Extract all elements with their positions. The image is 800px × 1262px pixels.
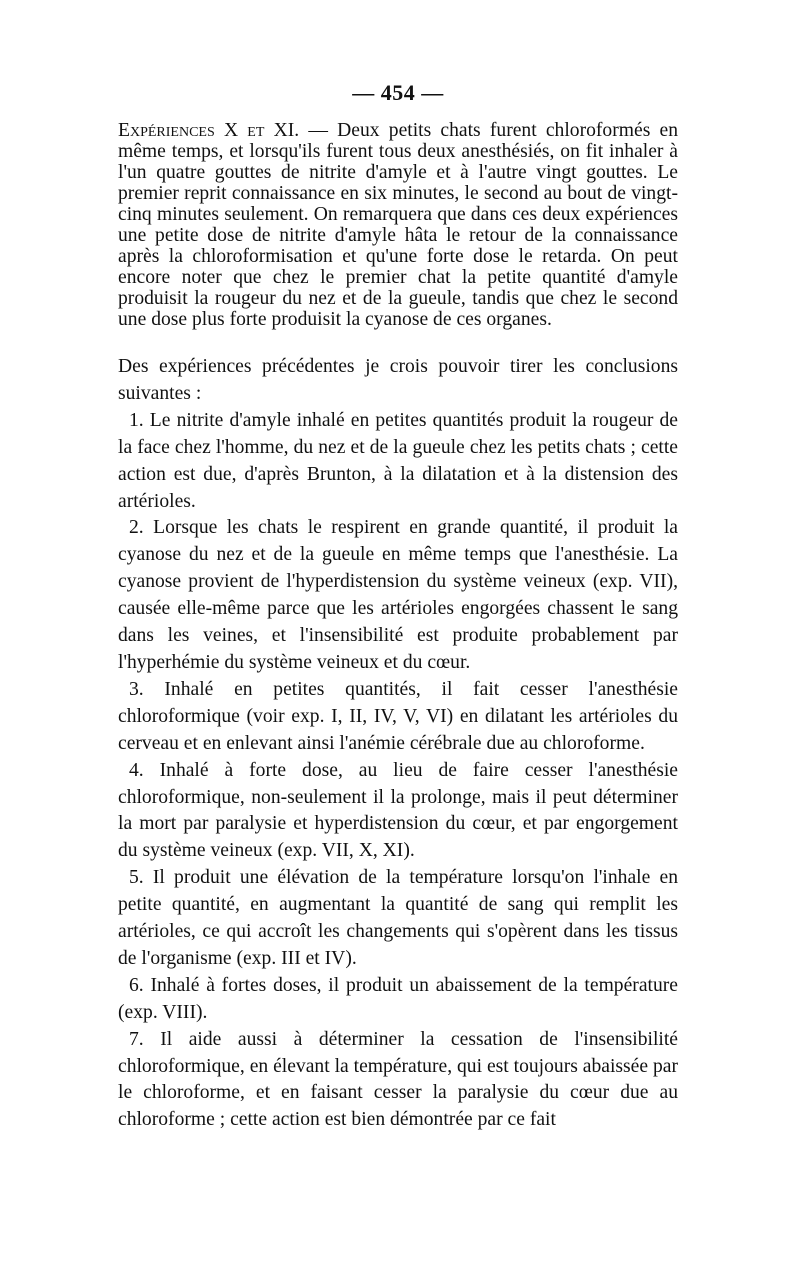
experiment-heading: Expériences X et XI. (118, 120, 300, 141)
conclusion-item-5: 5. Il produit une élévation de la température lorsqu'on l'inhale en petite quantité, en augmentant la quantité de sang qui remplit les artérioles, ce qui accroît les changements qui s'opèrent dans les tissus de l'organisme (exp. III et IV). (118, 867, 678, 969)
conclusions-section (118, 354, 678, 1134)
conclusion-item-1: 1. Le nitrite d'amyle inhalé en petites quantités produit la rougeur de la face chez l'homme, du nez et de la gueule chez les petits chats ; cette action est due, d'après Brunton, à la dilatation et à la distension des artérioles. (118, 409, 678, 512)
conclusion-item-2: 2. Lorsque les chats le respirent en grande quantité, il produit la cyanose du nez et de la gueule en même temps que l'anesthésie. La cyanose provient de l'hyperdistension du système veineux (exp. VII), causée elle-même parce que les artérioles engorgées chassent le sang dans les veines, et l'insensibilité est produite probablement par l'hyperhémie du système veineux et du cœur. (118, 517, 678, 673)
conclusion-item-7: 7. Il aide aussi à déterminer la cessation de l'insensibilité chloroformique, en élevant la température, qui est toujours abaissée par le chloroforme, et en faisant cesser la paralysie du cœur due au chloroforme ; cette action est bien démontrée par ce fait (118, 1028, 678, 1131)
experiment-paragraph (118, 120, 678, 330)
section-gap (118, 330, 678, 354)
conclusion-item-4: 4. Inhalé à forte dose, au lieu de faire cesser l'anesthésie chloroformique, non-seulement il la prolonge, mais il peut déterminer la mort par paralysie et hyperdistension du cœur, et par engorgement du système veineux (exp. VII, X, XI). (118, 759, 678, 862)
experiment-text: — Deux petits chats furent chloroformés en même temps, et lorsqu'ils furent tous deux anesthésiés, on fit inhaler à l'un quatre gouttes de nitrite d'amyle et à l'autre vingt gouttes. Le premier reprit connaissance en six minutes, le second au bout de vingt-cinq minutes seulement. On remarquera que dans ces deux expériences une petite dose de nitrite d'amyle hâta le retour de la connaissance après la chloroformisation et qu'une forte dose le retarda. On peut encore noter que chez le premier chat la petite quantité d'amyle produisit la rougeur du nez et de la gueule, tandis que chez le second une dose plus forte produisit la cyanose de ces organes. (118, 120, 679, 330)
conclusion-item-6: 6. Inhalé à fortes doses, il produit un abaissement de la température (exp. VIII). (118, 974, 678, 1023)
conclusions-intro: Des expériences précédentes je crois pouvoir tirer les conclusions suivantes : (118, 356, 678, 404)
page-number: — 454 — (352, 80, 444, 105)
document-page (118, 80, 678, 1134)
experiment-section (118, 120, 678, 330)
conclusion-item-3: 3. Inhalé en petites quantités, il fait cesser l'anesthésie chloroformique (voir exp. I, II, IV, V, VI) en dilatant les artérioles du cerveau et en enlevant ainsi l'anémie cérébrale due au chloroforme. (118, 678, 678, 754)
